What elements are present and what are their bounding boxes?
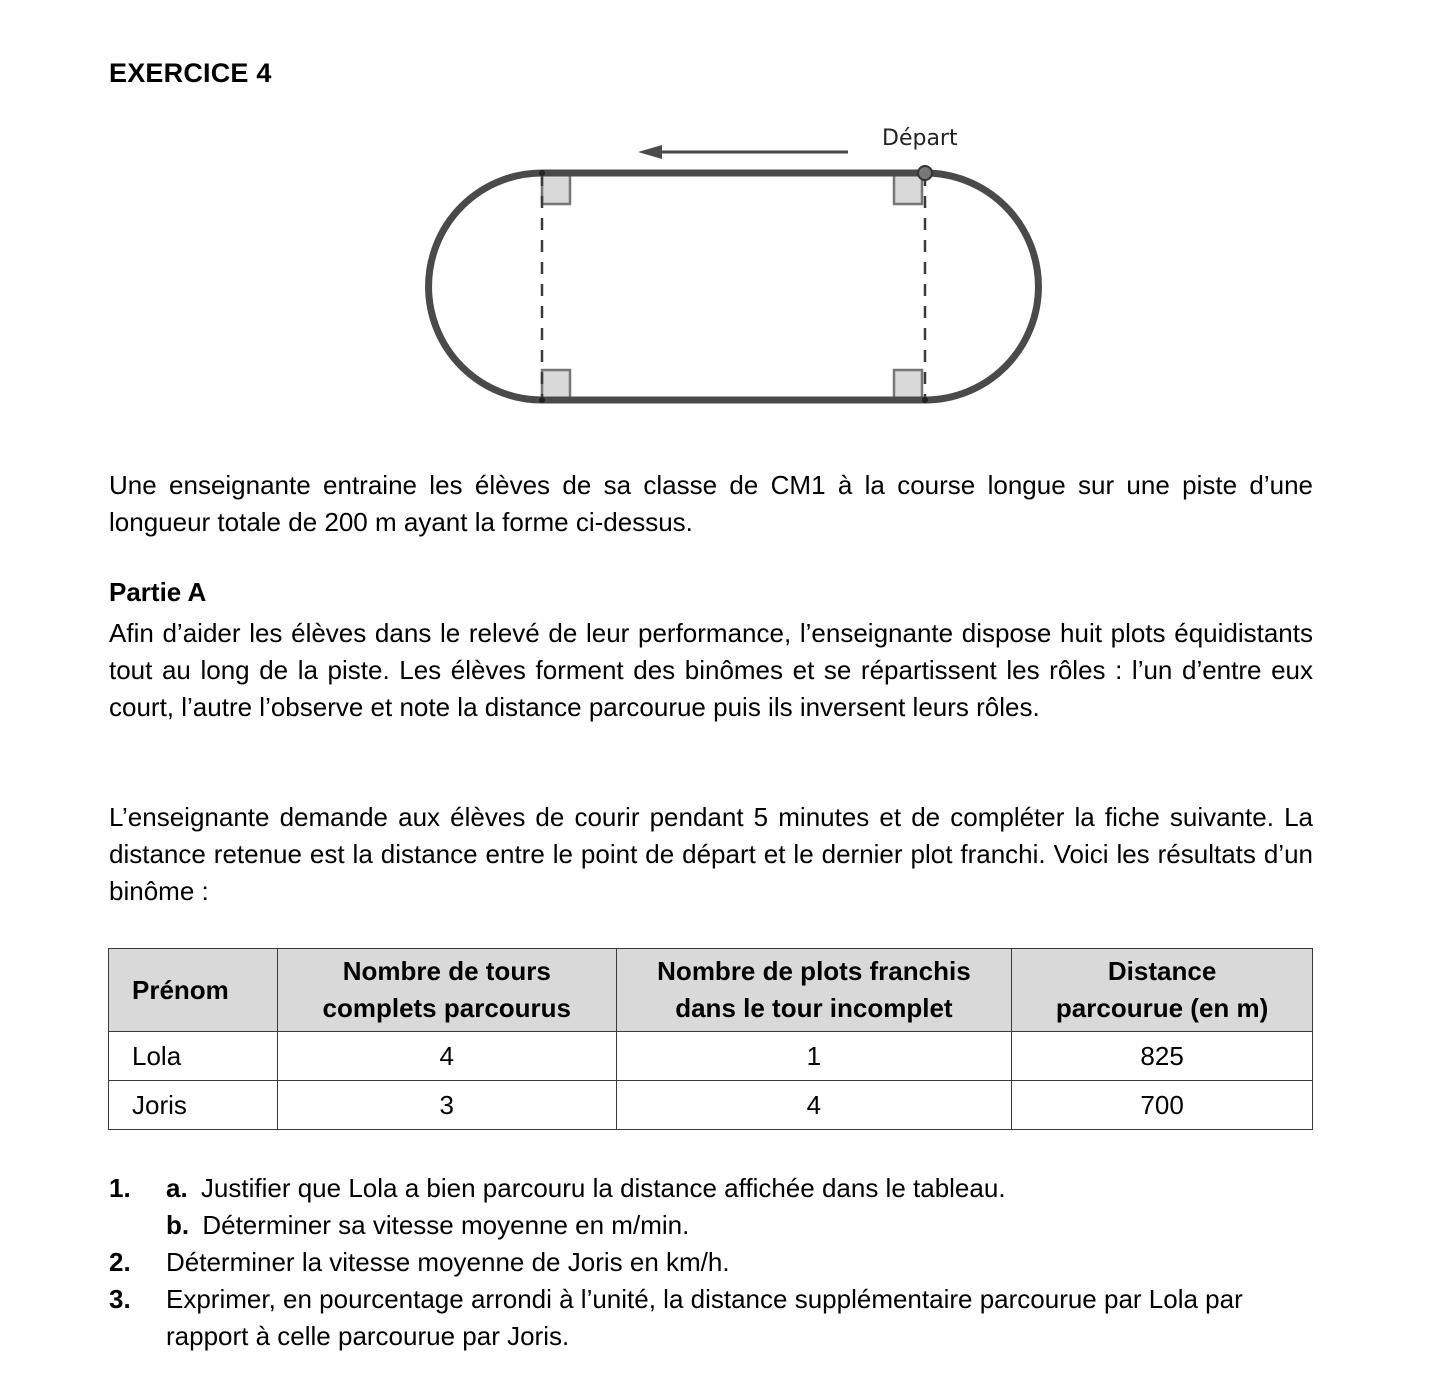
- question-number: 3.: [109, 1284, 131, 1314]
- question-text: Déterminer sa vitesse moyenne en m/min.: [202, 1210, 690, 1240]
- question-sub-label: a.: [166, 1173, 188, 1203]
- track-outline: [429, 173, 1039, 400]
- question-item: [109, 1170, 1319, 1207]
- question-sub-label: b.: [166, 1210, 190, 1240]
- column-header: Distance parcourue (en m): [1012, 949, 1313, 1032]
- table-cell: 4: [616, 1081, 1012, 1130]
- question-item: [109, 1207, 1319, 1244]
- table-cell: 4: [277, 1032, 616, 1081]
- results-table: [108, 948, 1313, 1130]
- table-cell: 3: [277, 1081, 616, 1130]
- start-point: [918, 166, 932, 180]
- question-text: Déterminer la vitesse moyenne de Joris en km/h.: [166, 1247, 730, 1277]
- question-number: 2.: [109, 1247, 131, 1277]
- section-title: Partie A: [109, 577, 207, 607]
- arrow-head-icon: [638, 145, 662, 159]
- right-angle-marker: [542, 174, 570, 204]
- right-angle-marker: [542, 370, 570, 400]
- section-paragraph: Afin d’aider les élèves dans le relevé de leur performance, l’enseignante dispose huit plots équidistants tout au long de la piste. Les élèves forment des binômes et se répartissent les rôles : l’un d’entre eux court, l’autre l’observe et note la distance parcourue puis ils inversent leurs rôles.: [109, 618, 1313, 722]
- table-cell: 825: [1012, 1032, 1313, 1081]
- question-text: Justifier que Lola a bien parcouru la distance affichée dans le tableau.: [200, 1173, 1006, 1203]
- question-number: 1.: [109, 1173, 131, 1203]
- column-header: Nombre de tours complets parcourus: [277, 949, 616, 1032]
- right-angle-marker: [894, 370, 922, 400]
- instructions-paragraph: L’enseignante demande aux élèves de courir pendant 5 minutes et de compléter la fiche suivante. La distance retenue est la distance entre le point de départ et le dernier plot franchi. Voici les résultats d’un binôme :: [109, 802, 1313, 906]
- table-row: [109, 1081, 1313, 1130]
- question-item: [109, 1244, 1319, 1281]
- exercise-title: EXERCICE 4: [109, 58, 272, 88]
- column-header: Nombre de plots franchis dans le tour incomplet: [616, 949, 1012, 1032]
- track-diagram: [420, 110, 1060, 420]
- table-cell-name: Lola: [109, 1032, 278, 1081]
- table-cell: 1: [616, 1032, 1012, 1081]
- table-row: [109, 1032, 1313, 1081]
- question-item: [109, 1281, 1319, 1355]
- table-cell-name: Joris: [109, 1081, 278, 1130]
- right-angle-marker: [894, 174, 922, 204]
- table-cell: 700: [1012, 1081, 1313, 1130]
- column-header: Prénom: [109, 949, 278, 1032]
- start-label: Départ: [882, 126, 958, 151]
- question-text: Exprimer, en pourcentage arrondi à l’unité, la distance supplémentaire parcourue par Lola par rapport à celle parcourue par Joris.: [166, 1284, 1243, 1351]
- table-header-row: [109, 949, 1313, 1032]
- intro-paragraph: Une enseignante entraine les élèves de sa classe de CM1 à la course longue sur une piste d’une longueur totale de 200 m ayant la forme ci-dessus.: [109, 470, 1313, 537]
- question-list: [109, 1170, 1319, 1355]
